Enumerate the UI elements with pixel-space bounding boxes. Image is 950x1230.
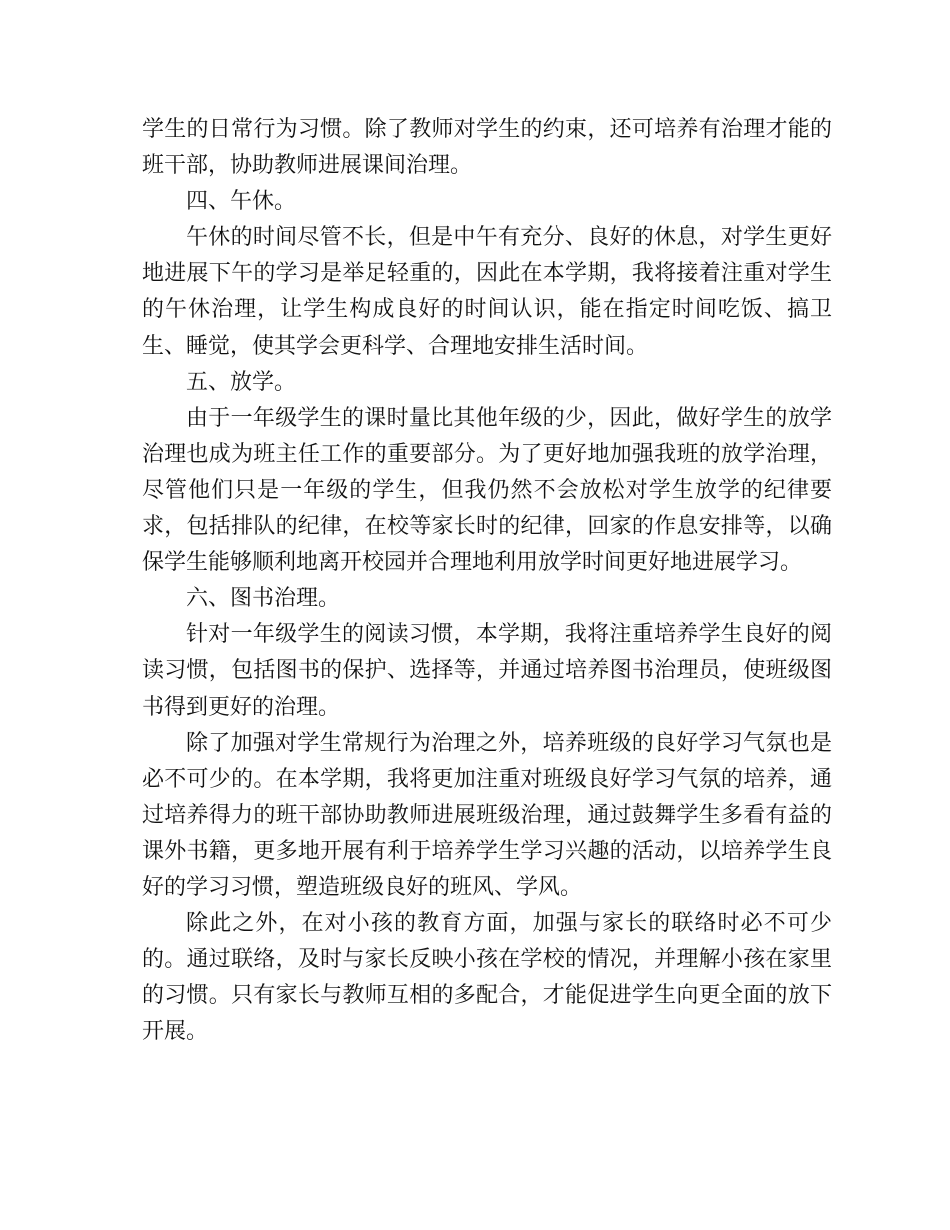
paragraph-dismissal: 由于一年级学生的课时量比其他年级的少，因此，做好学生的放学治理也成为班主任工作的重要部分。为了更好地加强我班的放学治理，尽管他们只是一年级的学生，但我仍然不会放松对学生放学的纪律要求，包括排队的纪律，在校等家长时的纪律，回家的作息安排等，以确保学生能够顺利地离开校园并合理地利用放学时间更好地进展学习。 xyxy=(142,405,832,576)
paragraph-continuation: 学生的日常行为习惯。除了教师对学生的约束，还可培养有治理才能的班干部，协助教师进展课间治理。 xyxy=(142,117,832,179)
paragraph-noon-break: 午休的时间尽管不长，但是中午有充分、良好的休息，对学生更好地进展下午的学习是举足轻重的，因此在本学期，我将接着注重对学生的午休治理，让学生构成良好的时间认识，能在指定时间吃饭、搞卫生、睡觉，使其学会更科学、合理地安排生活时间。 xyxy=(142,225,832,359)
section-heading-library: 六、图书治理。 xyxy=(186,586,341,612)
section-heading-noon-break: 四、午休。 xyxy=(186,189,297,215)
paragraph-study-atmosphere: 除了加强对学生常规行为治理之外，培养班级的良好学习气氛也是必不可少的。在本学期，我将更加注重对班级良好学习气氛的培养，通过培养得力的班干部协助教师进展班级治理，通过鼓舞学生多看有益的课外书籍，更多地开展有利于培养学生学习兴趣的活动，以培养学生良好的学习习惯，塑造班级良好的班风、学风。 xyxy=(142,730,832,900)
section-heading-dismissal: 五、放学。 xyxy=(186,369,297,395)
document-page xyxy=(142,112,832,1050)
paragraph-library: 针对一年级学生的阅读习惯，本学期，我将注重培养学生良好的阅读习惯，包括图书的保护、选择等，并通过培养图书治理员，使班级图书得到更好的治理。 xyxy=(142,622,832,720)
paragraph-parent-contact: 除此之外，在对小孩的教育方面，加强与家长的联络时必不可少的。通过联络，及时与家长反映小孩在学校的情况，并理解小孩在家里的习惯。只有家长与教师互相的多配合，才能促进学生向更全面的放下开展。 xyxy=(142,911,832,1045)
